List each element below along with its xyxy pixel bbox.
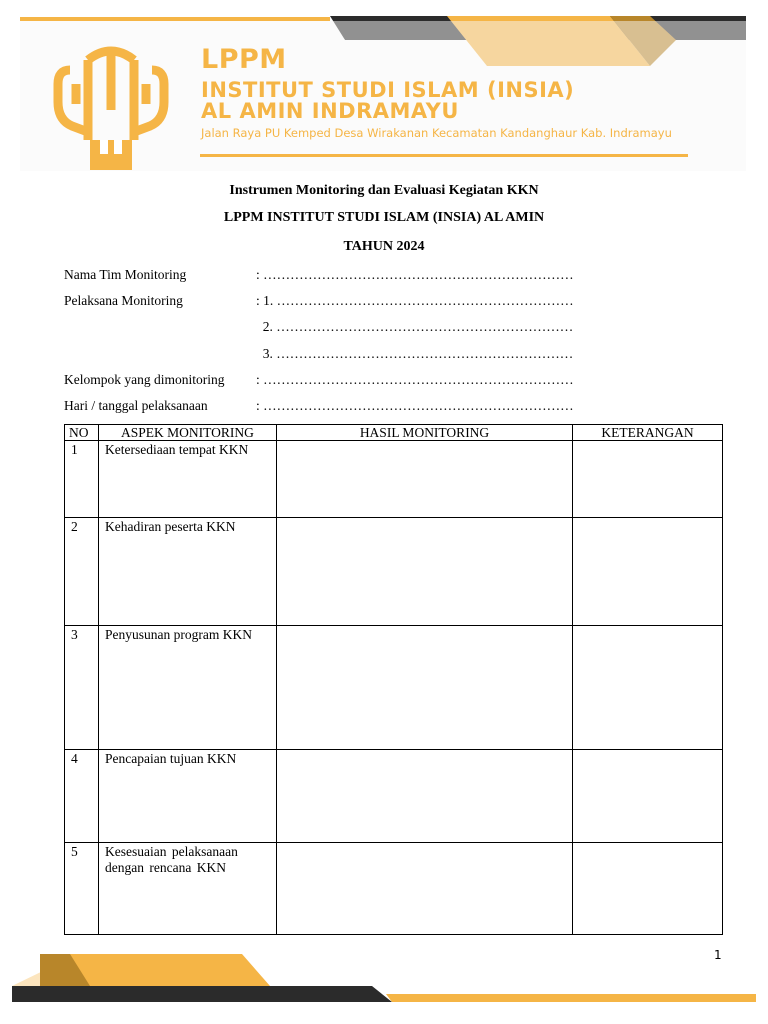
field-value-pelaksana-1[interactable]: : 1. ………………………………………………………… [256,293,574,308]
institution-logo [50,40,172,177]
col-header-no: NO [65,425,99,441]
row-no: 1 [65,441,99,518]
row-aspek: Pencapaian tujuan KKN [99,750,277,843]
institution-address: Jalan Raya PU Kemped Desa Wirakanan Kecamatan Kandanghaur Kab. Indramayu [201,126,672,140]
field-label-pelaksana: Pelaksana Monitoring [64,293,183,308]
col-header-aspek: ASPEK MONITORING [99,425,277,441]
table-row [65,626,723,750]
table-row [65,843,723,935]
field-value-kelompok[interactable]: : …………………………………………………………… [256,372,574,387]
row-no: 4 [65,750,99,843]
field-value-tim[interactable]: : …………………………………………………………… [256,267,574,282]
row-no: 2 [65,518,99,626]
row-aspek: Kesesuaian pelaksanaan dengan rencana KKN [99,843,277,935]
table-row [65,518,723,626]
row-keterangan[interactable] [573,843,723,935]
institute-name: INSTITUT STUDI ISLAM (INSIA) [201,78,575,102]
row-hasil[interactable] [277,518,573,626]
row-aspek: Penyusunan program KKN [99,626,277,750]
monitoring-table [64,424,723,935]
footer-decoration [0,948,768,1024]
org-name: LPPM [201,44,287,75]
header-divider [200,154,688,157]
row-keterangan[interactable] [573,518,723,626]
row-aspek: Kehadiran peserta KKN [99,518,277,626]
field-value-tanggal[interactable]: : …………………………………………………………… [256,398,574,413]
row-hasil[interactable] [277,441,573,518]
document-subtitle: LPPM INSTITUT STUDI ISLAM (INSIA) AL AMIN [223,210,545,225]
table-header-row [65,425,723,441]
col-header-keterangan: KETERANGAN [573,425,723,441]
row-hasil[interactable] [277,626,573,750]
col-header-hasil: HASIL MONITORING [277,425,573,441]
row-hasil[interactable] [277,843,573,935]
field-label-kelompok: Kelompok yang dimonitoring [64,372,225,387]
page-number: 1 [714,948,722,962]
field-value-pelaksana-3[interactable]: 3. ………………………………………………………… [256,346,574,361]
field-label-tanggal: Hari / tanggal pelaksanaan [64,398,208,413]
row-keterangan[interactable] [573,626,723,750]
campus-name: AL AMIN INDRAMAYU [201,99,459,123]
document-year: TAHUN 2024 [343,239,425,254]
row-hasil[interactable] [277,750,573,843]
row-no: 3 [65,626,99,750]
row-aspek: Ketersediaan tempat KKN [99,441,277,518]
row-keterangan[interactable] [573,441,723,518]
field-value-pelaksana-2[interactable]: 2. ………………………………………………………… [256,319,574,334]
table-row [65,441,723,518]
field-label-tim: Nama Tim Monitoring [64,267,187,282]
document-title: Instrumen Monitoring dan Evaluasi Kegiatan KKN [229,183,539,198]
row-keterangan[interactable] [573,750,723,843]
table-row [65,750,723,843]
row-no: 5 [65,843,99,935]
